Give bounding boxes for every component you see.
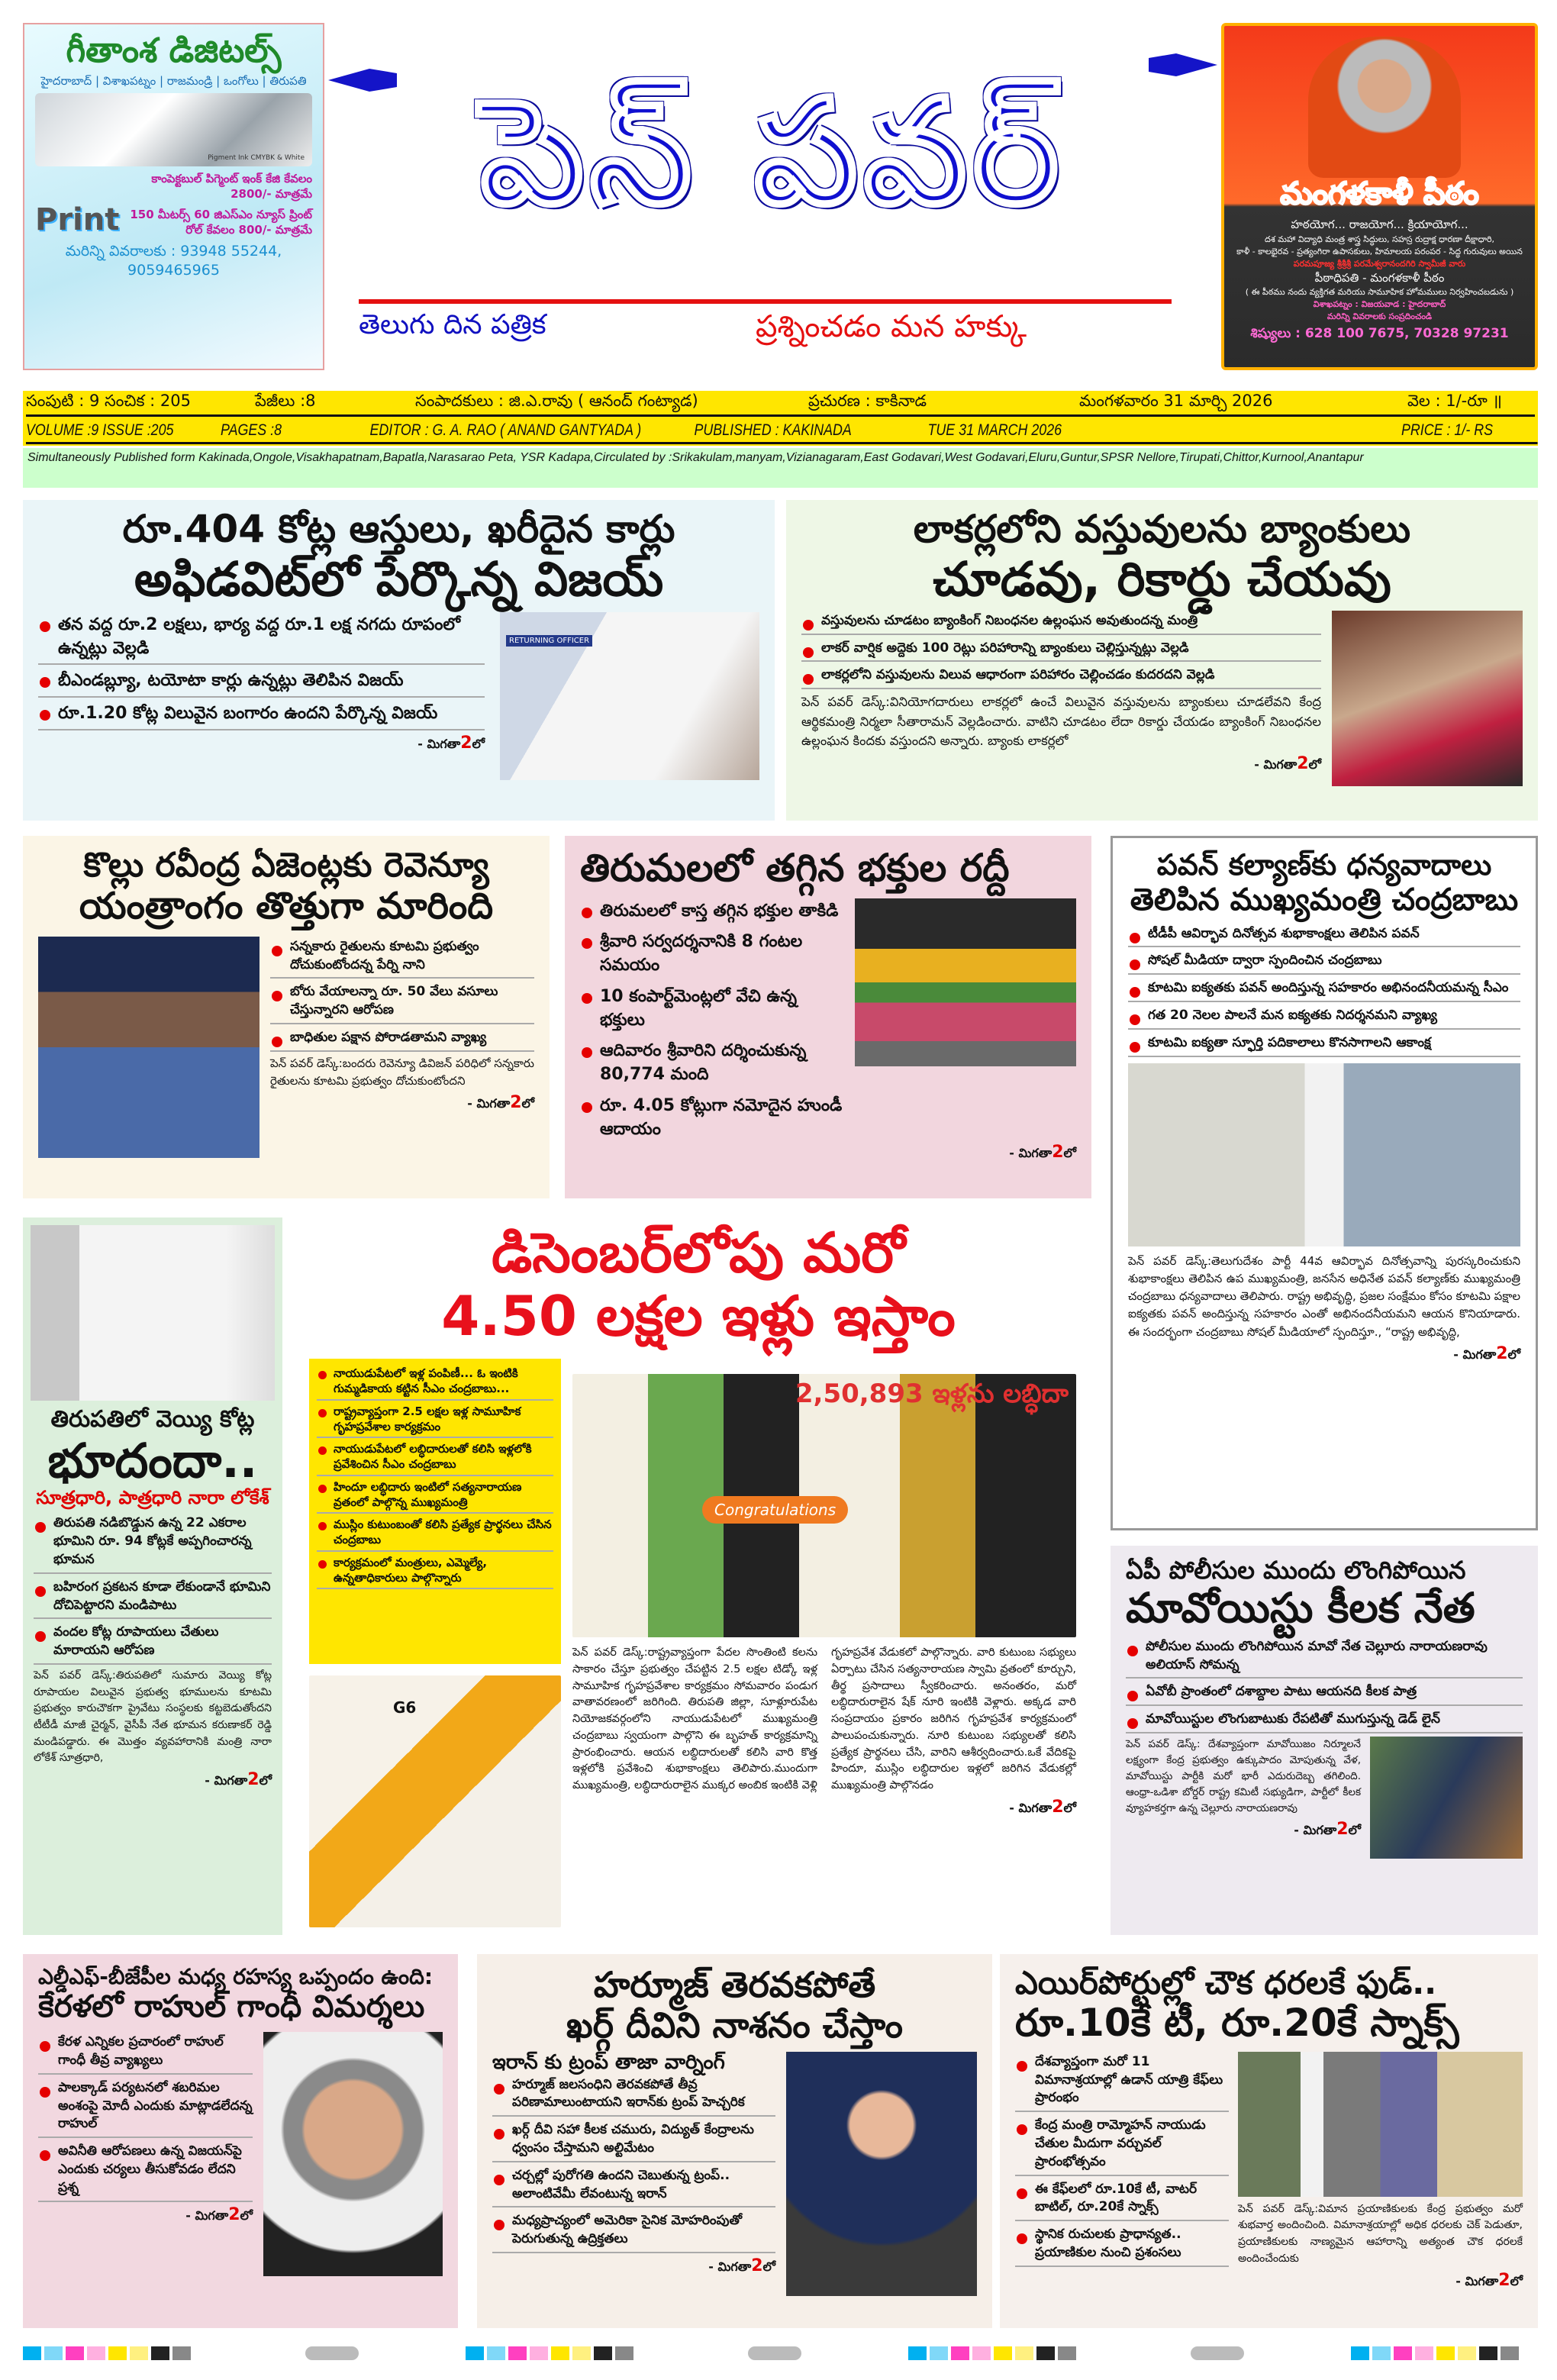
masthead-divider [359,299,1172,304]
continued-note: - మిగతా2లో [205,1770,272,1790]
headline: చూడవు, రికార్డు చేయవు [933,550,1391,607]
registration-swatch [172,2346,191,2360]
published-en: PUBLISHED : KAKINADA [694,421,852,439]
bullet-point: ఆదివారం శ్రీవారిని దర్శించుకున్న 80,774 మంది [580,1038,844,1090]
bullet-point: కేరళ ఎన్నికల ప్రచారంలో రాహుల్ గాంధీ తీవ్ర వ్యాఖ్యలు [38,2032,253,2075]
bullet-point: శ్రీవారి సర్వదర్శనానికి 8 గంటల సమయం [580,929,844,981]
printer-products-image [35,93,312,166]
headline: 4.50 లక్షల ఇళ్లు ఇస్తాం [441,1283,956,1348]
registration-swatch [1501,2346,1519,2360]
nirmala-sitharaman-photo [1332,611,1523,786]
volume-te: సంపుటి : 9 సంచిక : 205 [26,391,191,410]
bullet-list [38,612,485,730]
newspaper-logo: పెన్ పవర్ [480,68,1065,237]
headline: ఎయిర్‌పోర్టుల్లో చౌక ధరలకే ఫుడ్.. [1015,1964,1437,2001]
ad-line: విశాఖపట్నం : విజయవాడ : హైదరాబాద్ [1313,299,1446,310]
headline: ఎల్డీఎఫ్-బీజేపీల మధ్య రహస్య ఒప్పందం ఉంది: [38,1964,434,1989]
registration-swatch [530,2346,548,2360]
ad-line: కాళీ - కాలభైరవ - ప్రత్యంగిరా ఉపాసకులు, హిమాలయ పరంపర - సిద్ధ గురువులు అయిన [1236,246,1523,256]
bullet-point: కూటమి ఐక్యతకు పవన్ అందిస్తున్న సహకారం అభినందనీయమన్న సీఎం [1128,978,1520,1002]
bullet-point: సోషల్ మీడియా ద్వారా స్పందించిన చంద్రబాబు [1128,950,1520,975]
photo-key-label: Congratulations [702,1496,848,1524]
article-body: పెన్ పవర్ డెస్క్:విమాన ప్రయాణికులకు కేంద్ర ప్రభుత్వం మరో శుభవార్త అందించింది. విమానాశ్రయాల్లో అధిక ధరలకు చెక్ పెడుతూ, ప్రయాణికులకు నాణ్యమైన ఆహారాన్ని అత్యంత చౌక ధరలకే అందించేందుకు [1238,2202,1523,2265]
bullet-point: బోరు వేయాలన్నా రూ. 50 వేలు వసూలు చేస్తున్నారని ఆరోపణ [270,982,534,1024]
bullet-point: పాలక్కాడ్ పర్యటనలో శబరిమల అంశంపై మోదీ ఎందుకు మాట్లాడలేదన్న రాహుల్ [38,2078,253,2138]
registration-swatch [551,2346,569,2360]
registration-swatch [108,2346,127,2360]
ad-brand: గీతాంశ డిజిటల్స్ [66,31,282,70]
maoist-photo [1370,1737,1523,1859]
bullet-point: నాయుడుపేటలో లబ్ధిదారులతో కలిసి ఇళ్లలోకి ప్రవేశించిన సీఎం చంద్రబాబు [317,1440,553,1476]
story-tirumala [565,836,1091,1198]
bullet-point: బహిరంగ ప్రకటన కూడా లేకుండానే భూమిని దోచిపెట్టారని మండిపాటు [34,1577,272,1620]
issue-info-bar [23,391,1538,446]
pages-te: పేజీలు :8 [255,391,316,410]
tagline-right: ప్రశ్నించడం మన హక్కు [756,309,1027,344]
pages-en: PAGES :8 [221,421,282,439]
article-body: పెన్ పవర్ డెస్క్:తిరుపతిలో సుమారు వెయ్యి కోట్ల రూపాయల విలువైన ప్రభుత్వ భూములను కూటమి ప్రభుత్వం కారుచౌకగా ప్రైవేటు సంస్థలకు కట్టబెడుతోందని టీటీడీ మాజీ చైర్మన్, వైసీపీ నేత భూమన కరుణాకర్ రెడ్డి మండిపడ్డారు. ఈ మొత్తం వ్యవహారానికి మంత్రి నారా లోకేశ్ సూత్రధారి, [34,1669,272,1765]
volume-en: VOLUME :9 ISSUE :205 [26,421,174,439]
bullet-list [492,2075,775,2253]
bullet-point: రూ.1.20 కోట్ల విలువైన బంగారం ఉందని పేర్కొన్న విజయ్ [38,701,485,730]
bullet-point: స్థానిక రుచులకు ప్రాధాన్యత.. ప్రయాణికుల నుంచి ప్రశంసలు [1015,2224,1229,2267]
story-rahul [23,1954,458,2328]
headline: పవన్ కల్యాణ్‌కు ధన్యవాదాలు [1156,848,1492,882]
registration-swatch [1036,2346,1055,2360]
subheadline: సూత్రధారి, పాత్రధారి నారా లోకేశ్ [36,1486,269,1508]
registration-swatch [572,2346,591,2360]
bullet-point: ఈ కేఫ్‌లలో రూ.10కే టీ, వాటర్ బాటిల్, రూ.20కే స్నాక్స్ [1015,2179,1229,2222]
bullet-point: ఖర్గ్ దీవి సహా కీలక చమురు, విద్యుత్ కేంద్రాలను ధ్వంసం చేస్తామని అల్టిమేటం [492,2120,775,2162]
headline: రూ.404 కోట్ల ఆస్తులు, ఖరీదైన కార్లు [122,507,675,551]
registration-swatch [23,2346,41,2360]
bullet-point: లాకర్లలోని వస్తువులను విలువ ఆధారంగా పరిహారం చెల్లించడం కుదరదని వెల్లడి [801,665,1321,689]
bullet-point: కేంద్ర మంత్రి రామ్మోహన్ నాయుడు చేతుల మీదుగా వర్చువల్ ప్రారంభోత్సవం [1015,2115,1229,2175]
trump-photo [786,2052,977,2296]
door-number: G6 [393,1698,417,1717]
continued-note: - మిగతా2లో [1254,753,1321,773]
ad-line: మరిన్ని వివరాలకు సంప్రదించండి [1327,311,1433,322]
bullet-point: ఏవోబీ ప్రాంతంలో దశాబ్దాల పాటు ఆయనది కీలక పాత్ర [1126,1682,1523,1706]
bullet-point: వందల కోట్ల రూపాయలు చేతులు మారాయని ఆరోపణ [34,1622,272,1665]
registration-swatch [615,2346,633,2360]
ad-line: దశ మహా విద్యాధి మంత్ర శాస్త్ర సిద్ధులు, సహస్ర రుద్రాక్ష ధారణా దీక్షాధారి, [1264,234,1495,244]
date-te: మంగళవారం 31 మార్చి 2026 [1079,391,1273,410]
bullet-point: కార్యక్రమంలో మంత్రులు, ఎమ్మెల్యే, ఉన్నతాధికారులు పాల్గొన్నారు [317,1554,553,1590]
published-te: ప్రచురణ : కాకినాడ [808,391,927,410]
print-logo: Print [35,202,120,238]
bullet-point: తన వద్ద రూ.2 లక్షలు, భార్య వద్ద రూ.1 లక్ష నగదు రూపంలో ఉన్నట్లు వెల్లడి [38,612,485,666]
perni-nani-photo [38,937,260,1158]
bullet-point: బాధితుల పక్షాన పోరాడతామని వ్యాఖ్య [270,1027,534,1052]
registration-swatch [1479,2346,1497,2360]
registration-swatch [508,2346,527,2360]
registration-swatch [972,2346,991,2360]
bullet-list [38,2032,253,2201]
story-airport [1000,1954,1538,2328]
bullet-point: ముస్లిం కుటుంబంతో కలిసి ప్రత్యేక ప్రార్థనలు చేసిన చంద్రబాబు [317,1516,553,1552]
article-body: పెన్ పవర్ డెస్క్: దేశవ్యాప్తంగా మావోయిజం నిర్మూలనే లక్ష్యంగా కేంద్ర ప్రభుత్వం ఉక్కుపాదం మోపుతున్న వేళ, మావోయిస్టు పార్టీకి మరో భారీ ఎదురుదెబ్బ తగిలింది. ఆంధ్రా-ఒడిశా బోర్డర్ రాష్ట్ర కమిటీ సభ్యుడిగా, పార్టీలో కీలక వ్యూహకర్తగా ఉన్న చెల్లూరు నారాయణరావు [1126,1738,1361,1814]
price-te: వెల : 1/-రూ ॥ [1407,391,1502,410]
bullet-point: నాయుడుపేటలో ఇళ్ల పంపిణీ... ఓ ఇంటికి గుమ్మడికాయ కట్టిన సీఎం చంద్రబాబు... [317,1365,553,1401]
continued-note: - మిగతా2లో [708,2256,775,2276]
registration-mark [748,2346,801,2360]
date-en: TUE 31 MARCH 2026 [927,421,1062,439]
registration-swatch [908,2346,927,2360]
bullet-point: అవినీతి ఆరోపణలు ఉన్న విజయన్‌పై ఎందుకు చర్యలు తీసుకోవడం లేదని ప్రశ్న [38,2141,253,2201]
article-body: పెన్ పవర్ డెస్క్:వినియోగదారులు లాకర్లలో ఉంచే విలువైన వస్తువులను బ్యాంకులు చూడలేవని కేంద్ర ఆర్థికమంత్రి నిర్మలా సీతారామన్ వెల్లడించారు. వాటిని చూడటం లేదా రికార్డు చేయడం బ్యాంకింగ్ నిబంధనల ఉల్లంఘన కిందకు వస్తుందని అన్నారు. బ్యాంకు లాకర్లలో [801,695,1321,749]
registration-swatch [1372,2346,1391,2360]
bullet-point: లాకర్ వార్షిక అద్దెకు 100 రెట్లు పరిహారాన్ని బ్యాంకులు చెల్లిస్తున్నట్లు వెల్లడి [801,638,1321,663]
houses-body [572,1645,1076,1818]
bullet-point: పోలీసుల ముందు లొంగిపోయిన మావో నేత చెల్లూరు నారాయణరావు అలియాస్ సోమన్న [1126,1637,1523,1679]
headline: అఫిడవిట్‌లో పేర్కొన్న విజయ్ [134,550,664,607]
article-body: పెన్ పవర్ డెస్క్:బందరు రెవెన్యూ డివిజన్ పరిధిలో సన్నకారు రైతులను కూటమి ప్రభుత్వం దోచుకుంటోందని [270,1056,534,1088]
article-body: గృహప్రవేశ వేడుకలో పాల్గొన్నారు. వారి కుటుంబ సభ్యులు ఏర్పాటు చేసిన సత్యనారాయణ స్వామి వ్రతంలో కూర్చుని, తీర్థ ప్రసాదాలు స్వీకరించారు. అనంతరం, మరో లబ్ధిదారురాలైన షేక్ నూరి ఇంటికి వెళ్లారు. అక్కడ వారి సంప్రదాయం ప్రకారం జరిగిన గృహప్రవేశ కార్యక్రమంలో పాలుపంచుకున్నారు. నూరి కుటుంబ సభ్యులతో కలిసి ప్రత్యేక ప్రార్థనలు చేసి, వారిని ఆశీర్వదించారు.ఒకే వేదికపై హిందూ, ముస్లిం లబ్ధిదారుల ఇళ్లలో జరిగిన వేడుకల్లో ముఖ్యమంత్రి పాల్గొనడం [831,1646,1076,1791]
bullet-list [270,937,534,1052]
story-vijay [23,500,775,821]
story-tirupati-land [23,1217,282,1935]
subheadline: ఇరాన్ కు ట్రంప్ తాజా వార్నింగ్ [492,2050,725,2074]
ad-cities: హైదరాబాద్ | విశాఖపట్నం | రాజమండ్రి | ఒంగోలు | తిరుపతి [40,73,307,88]
ad-title: మంగళకాళీ పీఠం [1280,176,1479,211]
story-kollu [23,836,550,1198]
bhumana-photo [31,1225,275,1401]
headline: తిరుమలలో తగ్గిన భక్తుల రద్దీ [580,846,1010,890]
rahul-gandhi-photo [263,2032,443,2276]
headline: కేరళలో రాహుల్ గాంధీ విమర్శలు [38,1989,425,2025]
headline: ఖర్గ్ దీవిని నాశనం చేస్తాం [566,2004,903,2046]
registration-swatch [594,2346,612,2360]
registration-swatch [87,2346,105,2360]
bullet-point: మావోయిస్టుల లొంగుబాటుకు రేపటితో ముగుస్తున్న డెడ్ లైన్ [1126,1709,1523,1733]
chandrababu-pawan-photo [1128,1063,1520,1246]
headline: భూదందా.. [47,1432,258,1488]
registration-swatch [1415,2346,1433,2360]
continued-note: - మిగతా2లో [467,1093,534,1113]
bullet-list [34,1513,272,1665]
ad-line: హఠయోగ... రాజయోగ... క్రియాయోగ... [1291,218,1468,231]
headline: హర్మూజ్ తెరవకపోతే [593,1964,876,2005]
price-en: PRICE : 1/- RS [1401,421,1494,439]
bullet-list [801,611,1321,689]
bullet-point: టీడీపీ ఆవిర్భావ దినోత్సవ శుభాకాంక్షలు తెలిపిన పవన్ [1128,924,1520,948]
circulation-bar: Simultaneously Published form Kakinada,Ongole,Visakhapatnam,Bapatla,Narasarao Peta, YSR Kadapa,Circulated by :Srikakulam,manyam,Vizianagaram,East Godavari,West Godavari,Eluru,Guntur,SPSR Nellore,Tirupati,Chittor,Kurnool,Anantapur [23,448,1538,488]
headline: యంత్రాంగం తొత్తుగా మారింది [79,884,494,927]
story-pawan [1111,836,1538,1530]
story-trump [477,1954,992,2328]
swamiji-photo [1308,37,1461,178]
editor-te: సంపాదకులు : జి.ఎ.రావు ( ఆనంద్ గంట్యాడ) [415,391,698,410]
registration-swatch [1458,2346,1476,2360]
bullet-point: తిరుమలలో కాస్త తగ్గిన భక్తుల తాకిడి [580,898,844,927]
registration-swatch [66,2346,84,2360]
ink-label: Pigment Ink CMYBK & White [208,154,305,163]
bullet-point: హిందూ లబ్ధిదారు ఇంటిలో సత్యనారాయణ వ్రతంలో పాల్గొన్న ముఖ్యమంత్రి [317,1479,553,1514]
bullet-point: చర్చల్లో పురోగతి ఉందని చెబుతున్న ట్రంప్.. అలాంటివేమీ లేవంటున్న ఇరాన్ [492,2166,775,2208]
bullet-list [1128,924,1520,1057]
registration-swatch [951,2346,969,2360]
bullet-point: కూటమి ఐక్యతా స్ఫూర్తి పదికాలాలు కొనసాగాలని ఆకాంక్ష [1128,1033,1520,1057]
article-body: పెన్ పవర్ డెస్క్:రాష్ట్రవ్యాప్తంగా పేదల సొంతింటి కలను సాకారం చేస్తూ ప్రభుత్వం చేపట్టిన 2.5 లక్షల టిడ్కో ఇళ్ల సామూహిక గృహప్రవేశాల కార్యక్రమం సోమవారం పండుగ వాతావరణంలో జరిగింది. తిరుపతి జిల్లా, సూళ్లూరుపేట నియోజకవర్గంలోని నాయుడుపేటలో ముఖ్యమంత్రి చంద్రబాబు స్వయంగా పాల్గొని ఈ బృహత్ కార్యక్రమాన్ని ప్రారంభించారు. ఆయన లబ్ధిదారులతో కలిసి వారి కొత్త ఇళ్లలోకి ప్రవేశించి శుభాకాంక్షలు తెలిపారు.ముందుగా ముఖ్యమంత్రి, లబ్ధిదారురాలైన ముక్కర అంబిక ఇంటికి వెళ్లి [572,1646,817,1791]
registration-swatch [466,2346,484,2360]
tirumala-temple-photo [855,898,1076,1066]
registration-swatch [1351,2346,1369,2360]
headline: ఏపీ పోలీసుల ముందు లొంగిపోయిన [1126,1556,1466,1585]
bullet-point: రూ. 4.05 కోట్లుగా నమోదైన హుండీ ఆదాయం [580,1093,844,1145]
bullet-list [1015,2052,1229,2267]
bullet-point: తిరుపతి నడిబొడ్డున ఉన్న 22 ఎకరాల భూమిని రూ. 94 కోట్లకే అప్పగించారన్న భూమన [34,1513,272,1573]
bullet-point: బీఎండబ్ల్యూ, టయోటా కార్లు ఉన్నట్లు తెలిపిన విజయ్ [38,668,485,698]
registration-swatch [1394,2346,1412,2360]
article-body: పెన్ పవర్ డెస్క్:తెలుగుదేశం పార్టీ 44వ ఆవిర్భావ దినోత్సవాన్ని పురస్కరించుకుని శుభాకాంక్షలు తెలిపిన ఉప ముఖ్యమంత్రి, జనసేన అధినేత పవన్ కల్యాణ్‌కు ముఖ్యమంత్రి చంద్రబాబు ధన్యవాదాలు తెలిపారు. రాష్ట్ర అభివృద్ధి, ప్రజల సంక్షేమం కోసం కూటమి పక్షాల ఐక్యతకు పవన్ అందిస్తున్న సహకారం ఎంతో అభినందనీయమని ఆయన కొనియాడారు. ఈ సందర్భంగా చంద్రబాబు సోషల్ మీడియాలో స్పందిస్తూ., “రాష్ట్ర అభివృద్ధి, [1128,1253,1520,1339]
ad-line: పీఠాధిపతి - మంగళకాళీ పీఠం [1314,270,1445,285]
story-maoist [1111,1546,1538,1935]
bullet-point: దేశవ్యాప్తంగా మరో 11 విమానాశ్రయాల్లో ఉడాన్ యాత్రి కేఫ్‌లు ప్రారంభం [1015,2052,1229,2112]
udan-cafe-launch-photo [1238,2052,1523,2197]
headline: కొల్లు రవీంద్ర ఏజెంట్లకు రెవెన్యూ [83,846,489,885]
ad-line: ( ఈ పీఠము నందు వ్యక్తిగత మరియు సామూహిక హోమములు నిర్వహించబడును ) [1245,287,1514,298]
headline: తెలిపిన ముఖ్యమంత్రి చంద్రబాబు [1130,882,1519,917]
ad-offer-roll: 150 మీటర్స్ 60 జిఎస్ఎం న్యూస్ ప్రింట్ రోల్ కేవలం 800/- మాత్రమే [130,207,312,237]
ad-phone: శిష్యులు : 628 100 7675, 70328 97231 [1250,326,1509,342]
registration-swatch [994,2346,1012,2360]
key-handover-photo [572,1374,1076,1637]
bullet-point: రాష్ట్రవ్యాప్తంగా 2.5 లక్షల ఇళ్ల సామూహిక గృహప్రవేశాల కార్యక్రమం [317,1403,553,1439]
masthead [328,23,1217,370]
registration-swatch [1015,2346,1033,2360]
bullet-point: మధ్యప్రాచ్యంలో అమెరికా సైనిక మోహరింపుతో పెరుగుతున్న ఉద్రిక్తతలు [492,2211,775,2253]
houses-highlights [309,1359,561,1664]
bullet-list [317,1365,553,1589]
vijay-nomination-photo [500,612,759,780]
story-houses-headline [305,1221,1091,1348]
continued-note: - మిగతా2లో [1294,1819,1361,1839]
registration-swatch [487,2346,505,2360]
ad-offer-ink: కాంపెక్టబుల్ పిగ్మెంట్ ఇంక్ కేజి కేవలం 2800/- మాత్రమే [151,172,312,202]
registration-swatch [151,2346,169,2360]
headline: డిసెంబర్‌లోపు మరో [491,1221,906,1285]
photo-sign: RETURNING OFFICER [506,635,592,647]
continued-note: - మిగతా2లో [1009,1797,1076,1817]
registration-swatch [130,2346,148,2360]
continued-note: - మిగతా2లో [1009,1142,1076,1162]
bullet-point: సన్నకారు రైతులను కూటమి ప్రభుత్వం దోచుకుంటోందన్న పేర్ని నాని [270,937,534,979]
bullet-list [580,898,844,1145]
continued-note: - మిగతా2లో [1453,1343,1520,1363]
headline: తిరుపతిలో వెయ్యి కోట్ల [50,1406,255,1433]
editor-en: EDITOR : G. A. RAO ( ANAND GANTYADA ) [369,421,642,439]
advertisement-mangalakali-peetham [1221,23,1538,370]
registration-swatch [1058,2346,1076,2360]
headline: మావోయిస్టు కీలక నేత [1126,1583,1475,1632]
bullet-point: వస్తువులను చూడటం బ్యాంకింగ్ నిబంధనల ఉల్లంఘన అవుతుందన్న మంత్రి [801,611,1321,635]
headline: లాకర్లలోని వస్తువులను బ్యాంకులు [913,507,1411,551]
registration-swatch [930,2346,948,2360]
continued-note: - మిగతా2లో [417,733,485,753]
headline: రూ.10కే టీ, రూ.20కే స్నాక్స్ [1015,2001,1459,2046]
bullet-point: గత 20 నెలల పాలనే మన ఐక్యతకు నిదర్శనమని వ్యాఖ్య [1128,1005,1520,1030]
bullet-list [1126,1637,1523,1733]
ad-contact: మరిన్ని వివరాలకు : 93948 55244, 9059465965 [65,243,282,279]
bullet-point: 10 కంపార్ట్‌మెంట్లలో వేచి ఉన్న భక్తులు [580,984,844,1036]
pumpkin-ritual-photo [309,1675,561,1927]
photo-banner: 2,50,893 ఇళ్లను లబ్ధిదా [795,1379,1069,1409]
tagline-left: తెలుగు దిన పత్రిక [359,309,546,340]
registration-mark [1191,2346,1244,2360]
registration-swatch [1436,2346,1455,2360]
registration-swatch [44,2346,63,2360]
continued-note: - మిగతా2లో [185,2204,253,2224]
bullet-point: హర్మూజ్ జలసంధిని తెరవకపోతే తీవ్ర పరిణామాలుంటాయని ఇరాన్‌కు ట్రంప్ హెచ్చరిక [492,2075,775,2117]
continued-note: - మిగతా2లో [1455,2270,1523,2290]
advertisement-geethamsha-digitals [23,23,324,370]
ad-line: పరమపూజ్య శ్రీశ్రీశ్రీ పరమేశ్వరానందగిరి స్వామీజీ వారు [1293,258,1466,269]
registration-mark [305,2346,359,2360]
story-lockers [786,500,1538,821]
